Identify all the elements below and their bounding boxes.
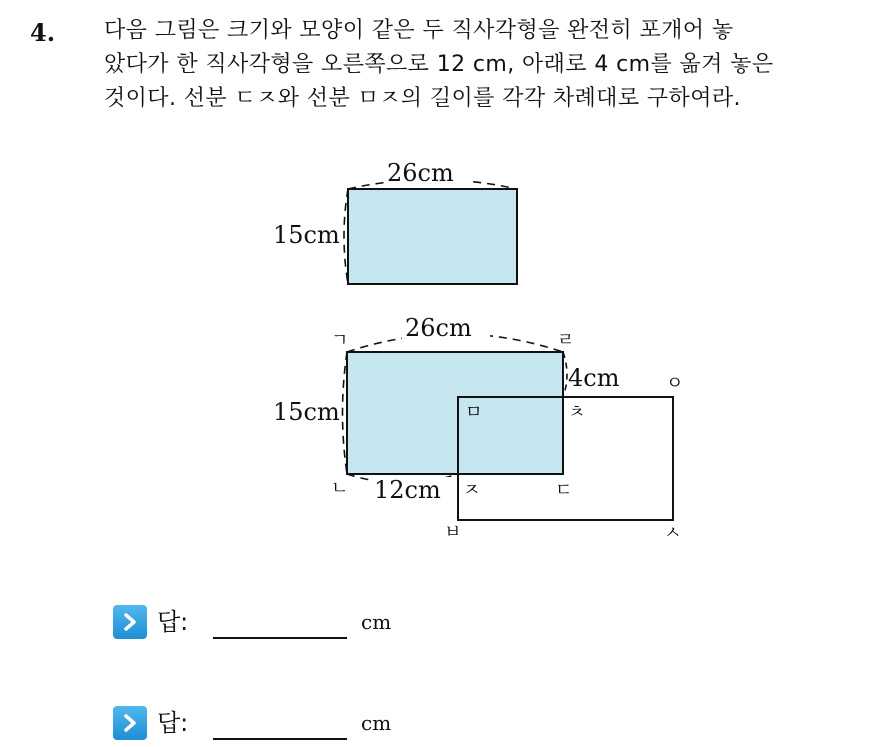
vertex-label-b: ㄴ bbox=[331, 478, 349, 499]
chevron-right-icon bbox=[113, 706, 147, 740]
answer-unit: cm bbox=[361, 711, 392, 735]
shift-down-label: 4cm bbox=[568, 364, 620, 392]
vertex-label-i: ㅈ bbox=[463, 480, 481, 501]
vertex-label-f: ㅂ bbox=[444, 522, 462, 543]
vertex-label-g: ㅅ bbox=[664, 523, 682, 544]
answer-unit: cm bbox=[361, 610, 392, 634]
original-rectangle bbox=[347, 352, 563, 474]
answer-blank-2[interactable] bbox=[213, 738, 347, 740]
top-width-label: 26cm bbox=[387, 159, 454, 187]
question-line-3: 것이다. 선분 ㄷㅈ와 선분 ㅁㅈ의 길이를 각각 차례대로 구하여라. bbox=[104, 86, 741, 111]
vertex-label-c: ㄷ bbox=[555, 480, 573, 501]
vertex-label-e: ㅁ bbox=[465, 402, 483, 423]
bottom-width-label: 26cm bbox=[405, 314, 472, 342]
question-line-1: 다음 그림은 크기와 모양이 같은 두 직사각형을 완전히 포개어 놓 bbox=[104, 18, 734, 43]
answer-label: 답: bbox=[157, 608, 189, 636]
chevron-right-icon bbox=[113, 605, 147, 639]
bottom-height-label: 15cm bbox=[273, 398, 340, 426]
question-number: 4. bbox=[30, 18, 56, 47]
shift-right-label: 12cm bbox=[374, 476, 441, 504]
answer-label: 답: bbox=[157, 709, 189, 737]
vertex-label-a: ㄱ bbox=[331, 330, 349, 351]
answer-blank-1[interactable] bbox=[213, 637, 347, 639]
top-rectangle bbox=[348, 189, 517, 284]
top-height-label: 15cm bbox=[273, 221, 340, 249]
vertex-label-j: ㅊ bbox=[568, 402, 586, 423]
vertex-label-h: ㅇ bbox=[666, 373, 684, 394]
question-line-2: 았다가 한 직사각형을 오른쪽으로 12 cm, 아래로 4 cm를 옮겨 놓은 bbox=[104, 52, 774, 77]
vertex-label-d: ㄹ bbox=[557, 330, 575, 351]
